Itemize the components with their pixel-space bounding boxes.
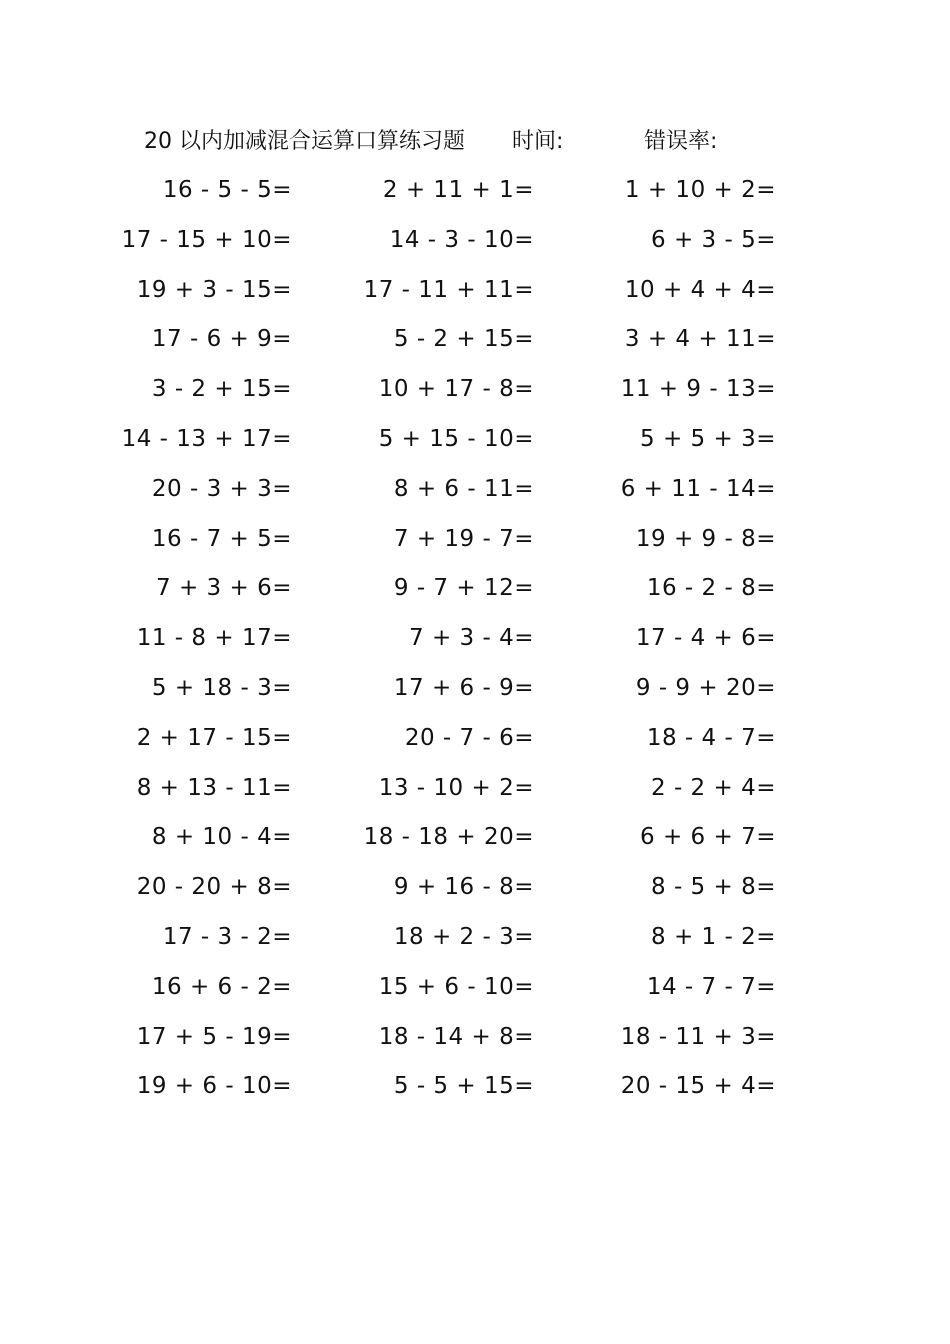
arithmetic-problem: 18 - 4 - 7= <box>646 724 776 751</box>
worksheet-header <box>144 124 824 160</box>
arithmetic-problem: 18 - 14 + 8= <box>378 1023 534 1050</box>
arithmetic-problem: 8 + 13 - 11= <box>136 774 292 801</box>
problem-row <box>0 664 950 714</box>
arithmetic-problem: 7 + 3 + 6= <box>156 575 292 602</box>
problem-grid <box>0 166 950 1112</box>
problem-row <box>0 1013 950 1063</box>
arithmetic-problem: 17 + 6 - 9= <box>393 674 534 701</box>
worksheet-title: 20 以内加减混合运算口算练习题 <box>144 129 465 154</box>
arithmetic-problem: 11 - 8 + 17= <box>136 625 292 652</box>
arithmetic-problem: 9 - 9 + 20= <box>635 674 776 701</box>
arithmetic-problem: 18 - 11 + 3= <box>620 1023 776 1050</box>
arithmetic-problem: 19 + 6 - 10= <box>136 1073 292 1100</box>
arithmetic-problem: 16 - 7 + 5= <box>151 525 292 552</box>
arithmetic-problem: 17 - 15 + 10= <box>121 226 292 253</box>
arithmetic-problem: 19 + 3 - 15= <box>136 276 292 303</box>
arithmetic-problem: 17 - 3 - 2= <box>162 923 292 950</box>
arithmetic-problem: 3 + 4 + 11= <box>624 326 776 353</box>
arithmetic-problem: 19 + 9 - 8= <box>635 525 776 552</box>
problem-row <box>0 614 950 664</box>
arithmetic-problem: 2 + 11 + 1= <box>382 177 534 203</box>
arithmetic-problem: 17 - 11 + 11= <box>363 276 534 303</box>
arithmetic-problem: 6 + 11 - 14= <box>620 475 776 502</box>
arithmetic-problem: 14 - 13 + 17= <box>121 425 292 452</box>
problem-row <box>0 1062 950 1112</box>
arithmetic-problem: 5 - 2 + 15= <box>393 326 534 353</box>
arithmetic-problem: 13 - 10 + 2= <box>378 774 534 801</box>
problem-row <box>0 315 950 365</box>
arithmetic-problem: 2 - 2 + 4= <box>651 774 776 801</box>
arithmetic-problem: 5 + 18 - 3= <box>151 674 292 701</box>
problem-row <box>0 564 950 614</box>
arithmetic-problem: 16 - 5 - 5= <box>162 177 292 203</box>
problem-row <box>0 166 950 216</box>
time-label: 时间: <box>512 129 564 154</box>
arithmetic-problem: 5 + 5 + 3= <box>640 425 776 452</box>
arithmetic-problem: 1 + 10 + 2= <box>624 177 776 203</box>
arithmetic-problem: 8 - 5 + 8= <box>651 874 776 901</box>
problem-row <box>0 266 950 316</box>
arithmetic-problem: 14 - 3 - 10= <box>389 226 534 253</box>
problem-row <box>0 465 950 515</box>
arithmetic-problem: 9 - 7 + 12= <box>393 575 534 602</box>
problem-row <box>0 415 950 465</box>
arithmetic-problem: 8 + 6 - 11= <box>393 475 534 502</box>
arithmetic-problem: 15 + 6 - 10= <box>378 973 534 1000</box>
error-rate-label: 错误率: <box>644 129 718 154</box>
arithmetic-problem: 20 - 7 - 6= <box>404 724 534 751</box>
arithmetic-problem: 3 - 2 + 15= <box>151 376 292 403</box>
arithmetic-problem: 20 - 20 + 8= <box>136 874 292 901</box>
problem-row <box>0 365 950 415</box>
arithmetic-problem: 17 - 4 + 6= <box>635 625 776 652</box>
arithmetic-problem: 10 + 4 + 4= <box>624 276 776 303</box>
arithmetic-problem: 11 + 9 - 13= <box>620 376 776 403</box>
arithmetic-problem: 8 + 1 - 2= <box>651 923 776 950</box>
arithmetic-problem: 7 + 3 - 4= <box>409 625 534 652</box>
problem-row <box>0 714 950 764</box>
arithmetic-problem: 10 + 17 - 8= <box>378 376 534 403</box>
arithmetic-problem: 20 - 15 + 4= <box>620 1073 776 1100</box>
arithmetic-problem: 17 - 6 + 9= <box>151 326 292 353</box>
arithmetic-problem: 2 + 17 - 15= <box>136 724 292 751</box>
arithmetic-problem: 6 + 3 - 5= <box>651 226 776 253</box>
arithmetic-problem: 20 - 3 + 3= <box>151 475 292 502</box>
arithmetic-problem: 18 + 2 - 3= <box>393 923 534 950</box>
arithmetic-problem: 16 + 6 - 2= <box>151 973 292 1000</box>
arithmetic-problem: 18 - 18 + 20= <box>363 824 534 851</box>
arithmetic-problem: 5 + 15 - 10= <box>378 425 534 452</box>
problem-row <box>0 216 950 266</box>
arithmetic-problem: 8 + 10 - 4= <box>151 824 292 851</box>
problem-row <box>0 764 950 814</box>
arithmetic-problem: 16 - 2 - 8= <box>646 575 776 602</box>
arithmetic-problem: 7 + 19 - 7= <box>393 525 534 552</box>
arithmetic-problem: 6 + 6 + 7= <box>640 824 776 851</box>
problem-row <box>0 913 950 963</box>
arithmetic-problem: 17 + 5 - 19= <box>136 1023 292 1050</box>
arithmetic-problem: 14 - 7 - 7= <box>646 973 776 1000</box>
problem-row <box>0 813 950 863</box>
problem-row <box>0 963 950 1013</box>
problem-row <box>0 863 950 913</box>
problem-row <box>0 515 950 565</box>
arithmetic-problem: 9 + 16 - 8= <box>393 874 534 901</box>
arithmetic-problem: 5 - 5 + 15= <box>393 1073 534 1100</box>
